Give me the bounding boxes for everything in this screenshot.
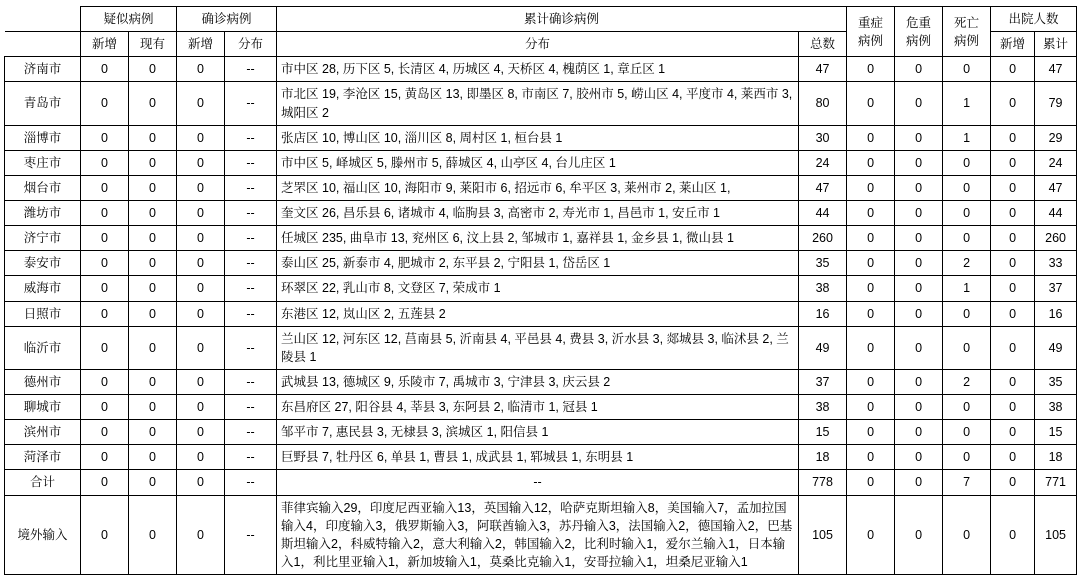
severe-cases: 0 [847, 470, 895, 495]
discharged-new: 0 [991, 175, 1035, 200]
city-name: 烟台市 [5, 175, 81, 200]
suspected-new: 0 [81, 226, 129, 251]
cumulative-detail: 芝罘区 10, 福山区 10, 海阳市 9, 莱阳市 6, 招远市 6, 牟平区 3, 莱州市 2, 莱山区 1, [277, 175, 799, 200]
confirmed-distribution: -- [225, 326, 277, 369]
suspected-new: 0 [81, 251, 129, 276]
critical-cases: 0 [895, 125, 943, 150]
suspected-existing: 0 [129, 445, 177, 470]
cumulative-total: 47 [799, 57, 847, 82]
table-row [5, 125, 1077, 150]
critical-cases: 0 [895, 82, 943, 125]
city-name: 境外输入 [5, 495, 81, 575]
suspected-new: 0 [81, 82, 129, 125]
critical-cases: 0 [895, 276, 943, 301]
header-cumulative-detail: 分布 [277, 32, 799, 57]
severe-cases: 0 [847, 226, 895, 251]
discharged-new: 0 [991, 251, 1035, 276]
city-name: 菏泽市 [5, 445, 81, 470]
confirmed-new: 0 [177, 301, 225, 326]
suspected-existing: 0 [129, 495, 177, 575]
cumulative-total: 47 [799, 175, 847, 200]
confirmed-new: 0 [177, 125, 225, 150]
cumulative-total: 35 [799, 251, 847, 276]
table-row [5, 226, 1077, 251]
severe-cases: 0 [847, 276, 895, 301]
suspected-existing: 0 [129, 369, 177, 394]
severe-cases: 0 [847, 395, 895, 420]
header-cumulative-total: 总数 [799, 32, 847, 57]
death-cases: 7 [943, 470, 991, 495]
suspected-existing: 0 [129, 57, 177, 82]
header-confirmed-new: 新增 [177, 32, 225, 57]
suspected-new: 0 [81, 326, 129, 369]
header-corner-blank [5, 7, 81, 32]
discharged-new: 0 [991, 276, 1035, 301]
severe-cases: 0 [847, 445, 895, 470]
city-name: 济南市 [5, 57, 81, 82]
death-cases: 0 [943, 420, 991, 445]
confirmed-distribution: -- [225, 82, 277, 125]
discharged-new: 0 [991, 150, 1035, 175]
cumulative-total: 778 [799, 470, 847, 495]
city-name: 青岛市 [5, 82, 81, 125]
table-row [5, 395, 1077, 420]
discharged-new: 0 [991, 201, 1035, 226]
discharged-cumulative: 260 [1035, 226, 1077, 251]
cumulative-total: 260 [799, 226, 847, 251]
cumulative-total: 18 [799, 445, 847, 470]
suspected-new: 0 [81, 301, 129, 326]
severe-cases: 0 [847, 301, 895, 326]
discharged-cumulative: 79 [1035, 82, 1077, 125]
discharged-cumulative: 105 [1035, 495, 1077, 575]
confirmed-distribution: -- [225, 301, 277, 326]
confirmed-distribution: -- [225, 445, 277, 470]
severe-cases: 0 [847, 326, 895, 369]
header-severe-line2: 病例 [858, 33, 884, 48]
confirmed-new: 0 [177, 445, 225, 470]
header-row-groups [5, 7, 1077, 32]
suspected-existing: 0 [129, 276, 177, 301]
header-group-suspected: 疑似病例 [81, 7, 177, 32]
table-row [5, 251, 1077, 276]
header-group-discharged: 出院人数 [991, 7, 1077, 32]
confirmed-new: 0 [177, 420, 225, 445]
header-critical-line2: 病例 [906, 33, 932, 48]
confirmed-distribution: -- [225, 420, 277, 445]
city-name: 滨州市 [5, 420, 81, 445]
cumulative-total: 38 [799, 276, 847, 301]
suspected-existing: 0 [129, 175, 177, 200]
severe-cases: 0 [847, 150, 895, 175]
severe-cases: 0 [847, 125, 895, 150]
suspected-new: 0 [81, 470, 129, 495]
confirmed-distribution: -- [225, 470, 277, 495]
discharged-cumulative: 771 [1035, 470, 1077, 495]
death-cases: 0 [943, 57, 991, 82]
confirmed-new: 0 [177, 369, 225, 394]
confirmed-distribution: -- [225, 495, 277, 575]
suspected-existing: 0 [129, 470, 177, 495]
cumulative-total: 15 [799, 420, 847, 445]
cumulative-detail: 泰山区 25, 新泰市 4, 肥城市 2, 东平县 2, 宁阳县 1, 岱岳区 1 [277, 251, 799, 276]
city-name: 合计 [5, 470, 81, 495]
confirmed-distribution: -- [225, 57, 277, 82]
table-row [5, 150, 1077, 175]
suspected-existing: 0 [129, 326, 177, 369]
death-cases: 1 [943, 82, 991, 125]
critical-cases: 0 [895, 226, 943, 251]
table-row [5, 326, 1077, 369]
table-row [5, 420, 1077, 445]
covid-statistics-table [4, 6, 1077, 575]
city-name: 临沂市 [5, 326, 81, 369]
confirmed-new: 0 [177, 82, 225, 125]
confirmed-new: 0 [177, 251, 225, 276]
table-row [5, 470, 1077, 495]
confirmed-new: 0 [177, 175, 225, 200]
suspected-existing: 0 [129, 251, 177, 276]
cumulative-detail: 奎文区 26, 昌乐县 6, 诸城市 4, 临朐县 3, 高密市 2, 寿光市 1, 昌邑市 1, 安丘市 1 [277, 201, 799, 226]
critical-cases: 0 [895, 369, 943, 394]
cumulative-detail: 市北区 19, 李沧区 15, 黄岛区 13, 即墨区 8, 市南区 7, 胶州市 5, 崂山区 4, 平度市 4, 莱西市 3, 城阳区 2 [277, 82, 799, 125]
severe-cases: 0 [847, 82, 895, 125]
city-name: 德州市 [5, 369, 81, 394]
discharged-cumulative: 37 [1035, 276, 1077, 301]
severe-cases: 0 [847, 57, 895, 82]
header-group-critical [895, 7, 943, 57]
discharged-cumulative: 18 [1035, 445, 1077, 470]
header-discharged-cumulative: 累计 [1035, 32, 1077, 57]
suspected-existing: 0 [129, 395, 177, 420]
suspected-existing: 0 [129, 150, 177, 175]
discharged-new: 0 [991, 420, 1035, 445]
discharged-cumulative: 24 [1035, 150, 1077, 175]
city-name: 济宁市 [5, 226, 81, 251]
discharged-new: 0 [991, 226, 1035, 251]
city-name: 威海市 [5, 276, 81, 301]
confirmed-new: 0 [177, 395, 225, 420]
header-group-severe [847, 7, 895, 57]
discharged-new: 0 [991, 326, 1035, 369]
severe-cases: 0 [847, 201, 895, 226]
discharged-cumulative: 15 [1035, 420, 1077, 445]
confirmed-new: 0 [177, 150, 225, 175]
discharged-cumulative: 16 [1035, 301, 1077, 326]
table-body [5, 57, 1077, 575]
severe-cases: 0 [847, 175, 895, 200]
discharged-new: 0 [991, 395, 1035, 420]
death-cases: 1 [943, 276, 991, 301]
discharged-cumulative: 47 [1035, 175, 1077, 200]
confirmed-distribution: -- [225, 175, 277, 200]
header-critical-line1: 危重 [906, 15, 932, 30]
table-row [5, 82, 1077, 125]
suspected-existing: 0 [129, 301, 177, 326]
confirmed-new: 0 [177, 326, 225, 369]
cumulative-detail: 邹平市 7, 惠民县 3, 无棣县 3, 滨城区 1, 阳信县 1 [277, 420, 799, 445]
critical-cases: 0 [895, 201, 943, 226]
table-row [5, 369, 1077, 394]
death-cases: 0 [943, 175, 991, 200]
confirmed-new: 0 [177, 57, 225, 82]
cumulative-total: 24 [799, 150, 847, 175]
severe-cases: 0 [847, 251, 895, 276]
suspected-existing: 0 [129, 226, 177, 251]
cumulative-detail: 张店区 10, 博山区 10, 淄川区 8, 周村区 1, 桓台县 1 [277, 125, 799, 150]
confirmed-new: 0 [177, 470, 225, 495]
discharged-cumulative: 49 [1035, 326, 1077, 369]
header-group-death [943, 7, 991, 57]
table-row [5, 301, 1077, 326]
cumulative-total: 105 [799, 495, 847, 575]
cumulative-total: 16 [799, 301, 847, 326]
header-suspected-new: 新增 [81, 32, 129, 57]
critical-cases: 0 [895, 57, 943, 82]
discharged-cumulative: 35 [1035, 369, 1077, 394]
header-subcorner-blank [5, 32, 81, 57]
table-row [5, 276, 1077, 301]
cumulative-detail: 任城区 235, 曲阜市 13, 兖州区 6, 汶上县 2, 邹城市 1, 嘉祥县 1, 金乡县 1, 微山县 1 [277, 226, 799, 251]
death-cases: 0 [943, 445, 991, 470]
cumulative-detail: 武城县 13, 德城区 9, 乐陵市 7, 禹城市 3, 宁津县 3, 庆云县 2 [277, 369, 799, 394]
death-cases: 0 [943, 495, 991, 575]
confirmed-distribution: -- [225, 226, 277, 251]
discharged-new: 0 [991, 470, 1035, 495]
confirmed-new: 0 [177, 495, 225, 575]
cumulative-total: 49 [799, 326, 847, 369]
suspected-new: 0 [81, 369, 129, 394]
suspected-new: 0 [81, 57, 129, 82]
table-row [5, 201, 1077, 226]
table-row [5, 57, 1077, 82]
suspected-new: 0 [81, 495, 129, 575]
confirmed-distribution: -- [225, 369, 277, 394]
suspected-new: 0 [81, 276, 129, 301]
death-cases: 0 [943, 301, 991, 326]
city-name: 淄博市 [5, 125, 81, 150]
suspected-new: 0 [81, 175, 129, 200]
discharged-new: 0 [991, 57, 1035, 82]
header-confirmed-distribution: 分布 [225, 32, 277, 57]
cumulative-detail: 东港区 12, 岚山区 2, 五莲县 2 [277, 301, 799, 326]
confirmed-distribution: -- [225, 251, 277, 276]
cumulative-detail: 市中区 5, 峄城区 5, 滕州市 5, 薛城区 4, 山亭区 4, 台儿庄区 1 [277, 150, 799, 175]
cumulative-total: 44 [799, 201, 847, 226]
header-suspected-existing: 现有 [129, 32, 177, 57]
suspected-existing: 0 [129, 125, 177, 150]
cumulative-total: 38 [799, 395, 847, 420]
cumulative-detail: 东昌府区 27, 阳谷县 4, 莘县 3, 东阿县 2, 临清市 1, 冠县 1 [277, 395, 799, 420]
cumulative-detail: -- [277, 470, 799, 495]
death-cases: 0 [943, 226, 991, 251]
discharged-cumulative: 47 [1035, 57, 1077, 82]
confirmed-new: 0 [177, 201, 225, 226]
confirmed-new: 0 [177, 226, 225, 251]
header-group-cumulative: 累计确诊病例 [277, 7, 847, 32]
suspected-new: 0 [81, 395, 129, 420]
header-death-line1: 死亡 [954, 15, 980, 30]
cumulative-detail: 市中区 28, 历下区 5, 长清区 4, 历城区 4, 天桥区 4, 槐荫区 1, 章丘区 1 [277, 57, 799, 82]
critical-cases: 0 [895, 495, 943, 575]
discharged-new: 0 [991, 125, 1035, 150]
confirmed-distribution: -- [225, 395, 277, 420]
suspected-new: 0 [81, 150, 129, 175]
critical-cases: 0 [895, 470, 943, 495]
confirmed-distribution: -- [225, 201, 277, 226]
suspected-new: 0 [81, 445, 129, 470]
cumulative-detail: 环翠区 22, 乳山市 8, 文登区 7, 荣成市 1 [277, 276, 799, 301]
severe-cases: 0 [847, 495, 895, 575]
discharged-new: 0 [991, 82, 1035, 125]
critical-cases: 0 [895, 445, 943, 470]
discharged-cumulative: 29 [1035, 125, 1077, 150]
cumulative-detail: 菲律宾输入29，印度尼西亚输入13，英国输入12，哈萨克斯坦输入8，美国输入7，孟加拉国输入4，印度输入3，俄罗斯输入3，阿联酋输入3，苏丹输入3，法国输入2，德国输入2，巴基斯坦输入2，科威特输入2，意大利输入2，韩国输入2，比利时输入1，爱尔兰输入1，日本输入1，利比里亚输入1，新加坡输入1，莫桑比克输入1，安哥拉输入1，坦桑尼亚输入1 [277, 495, 799, 575]
city-name: 日照市 [5, 301, 81, 326]
suspected-new: 0 [81, 420, 129, 445]
discharged-cumulative: 44 [1035, 201, 1077, 226]
confirmed-distribution: -- [225, 125, 277, 150]
discharged-cumulative: 38 [1035, 395, 1077, 420]
city-name: 潍坊市 [5, 201, 81, 226]
cumulative-total: 80 [799, 82, 847, 125]
critical-cases: 0 [895, 395, 943, 420]
table-row [5, 495, 1077, 575]
header-group-confirmed: 确诊病例 [177, 7, 277, 32]
discharged-new: 0 [991, 445, 1035, 470]
death-cases: 0 [943, 150, 991, 175]
cumulative-total: 30 [799, 125, 847, 150]
critical-cases: 0 [895, 420, 943, 445]
table-row [5, 445, 1077, 470]
critical-cases: 0 [895, 301, 943, 326]
death-cases: 0 [943, 395, 991, 420]
suspected-existing: 0 [129, 201, 177, 226]
severe-cases: 0 [847, 369, 895, 394]
city-name: 枣庄市 [5, 150, 81, 175]
death-cases: 2 [943, 251, 991, 276]
severe-cases: 0 [847, 420, 895, 445]
discharged-cumulative: 33 [1035, 251, 1077, 276]
death-cases: 0 [943, 326, 991, 369]
table-row [5, 175, 1077, 200]
header-discharged-new: 新增 [991, 32, 1035, 57]
cumulative-detail: 兰山区 12, 河东区 12, 莒南县 5, 沂南县 4, 平邑县 4, 费县 3, 沂水县 3, 郯城县 3, 临沭县 2, 兰陵县 1 [277, 326, 799, 369]
critical-cases: 0 [895, 175, 943, 200]
discharged-new: 0 [991, 369, 1035, 394]
city-name: 泰安市 [5, 251, 81, 276]
discharged-new: 0 [991, 301, 1035, 326]
confirmed-distribution: -- [225, 276, 277, 301]
suspected-existing: 0 [129, 420, 177, 445]
suspected-existing: 0 [129, 82, 177, 125]
discharged-new: 0 [991, 495, 1035, 575]
confirmed-new: 0 [177, 276, 225, 301]
critical-cases: 0 [895, 251, 943, 276]
table-header [5, 7, 1077, 57]
cumulative-total: 37 [799, 369, 847, 394]
death-cases: 0 [943, 201, 991, 226]
cumulative-detail: 巨野县 7, 牡丹区 6, 单县 1, 曹县 1, 成武县 1, 郓城县 1, 东明县 1 [277, 445, 799, 470]
header-severe-line1: 重症 [858, 15, 884, 30]
confirmed-distribution: -- [225, 150, 277, 175]
death-cases: 1 [943, 125, 991, 150]
suspected-new: 0 [81, 201, 129, 226]
critical-cases: 0 [895, 150, 943, 175]
suspected-new: 0 [81, 125, 129, 150]
critical-cases: 0 [895, 326, 943, 369]
header-death-line2: 病例 [954, 33, 980, 48]
city-name: 聊城市 [5, 395, 81, 420]
death-cases: 2 [943, 369, 991, 394]
